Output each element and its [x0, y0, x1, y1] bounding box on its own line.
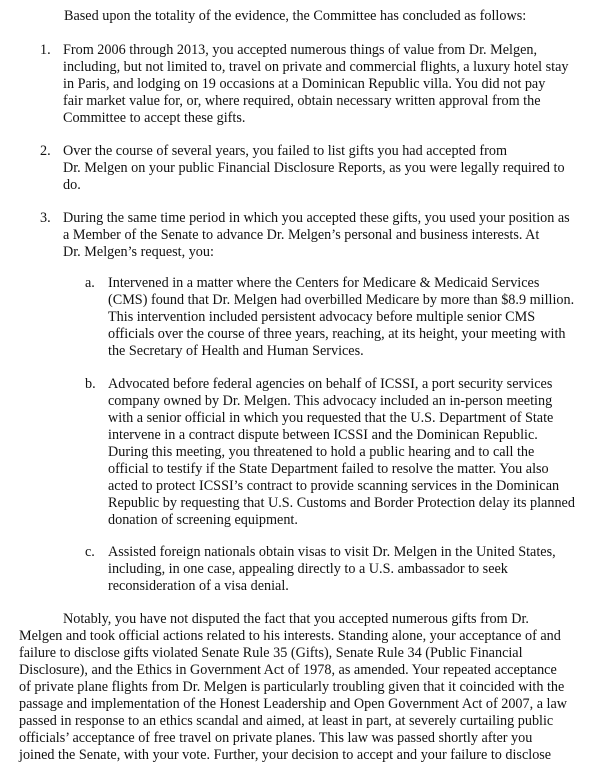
paragraph-line: passage and implementation of the Honest Leadership and Open Government Act of 2007, a law: [19, 696, 568, 712]
item-number: 2.: [40, 143, 51, 159]
item-text-line: Over the course of several years, you failed to list gifts you had accepted from: [63, 143, 507, 159]
paragraph-line: Disclosure), and the Ethics in Government Act of 1978, as amended. Your repeated acceptance: [19, 662, 557, 678]
sub-item-text-line: During this meeting, you threatened to hold a public hearing and to call the: [108, 444, 535, 460]
sub-item-text-line: Intervened in a matter where the Centers for Medicare & Medicaid Services: [108, 275, 540, 291]
sub-item-text-line: including, in one case, appealing directly to a U.S. ambassador to seek: [108, 561, 508, 577]
sub-item-text-line: (CMS) found that Dr. Melgen had overbilled Medicare by more than $8.9 million.: [108, 292, 575, 308]
sub-item-text-line: officials over the course of three years, reaching, at its height, your meeting with: [108, 326, 566, 342]
sub-item-text-line: official to testify if the State Department failed to resolve the matter. You also: [108, 461, 549, 477]
item-text-line: in Paris, and lodging on 19 occasions at a Dominican Republic villa. You did not pay: [63, 76, 546, 92]
paragraph-line: of private plane flights from Dr. Melgen is particularly troubling given that it coincided with the: [19, 679, 565, 695]
sub-item-letter: c.: [85, 544, 95, 560]
paragraph-line: Notably, you have not disputed the fact that you accepted numerous gifts from Dr.: [63, 611, 529, 627]
sub-item-text-line: with a senior official in which you requested that the U.S. Department of State: [108, 410, 554, 426]
item-text-line: From 2006 through 2013, you accepted numerous things of value from Dr. Melgen,: [63, 42, 538, 58]
sub-item-text-line: acted to protect ICSSI’s contract to provide scanning services in the Dominican: [108, 478, 560, 494]
sub-item-text-line: Republic by requesting that U.S. Customs and Border Protection delay its planned: [108, 495, 575, 511]
sub-item-text-line: reconsideration of a visa denial.: [108, 578, 289, 594]
paragraph-line: passed in response to an ethics scandal and aimed, at least in part, at severely curtailing public: [19, 713, 554, 729]
paragraph-line: joined the Senate, with your vote. Further, your decision to accept and your failure to disclose: [19, 747, 552, 763]
item-text-line: fair market value for, or, where required, obtain necessary written approval from the: [63, 93, 541, 109]
item-text-line: do.: [63, 177, 81, 193]
paragraph-line: failure to disclose gifts violated Senate Rule 35 (Gifts), Senate Rule 34 (Public Financial: [19, 645, 523, 661]
paragraph-line: officials’ acceptance of free travel on private planes. This law was passed shortly after you: [19, 730, 533, 746]
sub-item-text-line: the Secretary of Health and Human Services.: [108, 343, 364, 359]
item-text-line: Committee to accept these gifts.: [63, 110, 246, 126]
sub-item-text-line: company owned by Dr. Melgen. This advocacy included an in-person meeting: [108, 393, 553, 409]
item-text-line: Dr. Melgen on your public Financial Disclosure Reports, as you were legally required to: [63, 160, 565, 176]
sub-item-text-line: intervene in a contract dispute between ICSSI and the Dominican Republic.: [108, 427, 538, 443]
intro-paragraph: Based upon the totality of the evidence, the Committee has concluded as follows:: [64, 8, 527, 24]
sub-item-text-line: This intervention included persistent advocacy before multiple senior CMS: [108, 309, 536, 325]
item-text-line: a Member of the Senate to advance Dr. Melgen’s personal and business interests. At: [63, 227, 540, 243]
item-number: 1.: [40, 42, 51, 58]
paragraph-line: Melgen and took official actions related to his interests. Standing alone, your acceptance of and: [19, 628, 561, 644]
sub-item-text-line: donation of screening equipment.: [108, 512, 298, 528]
item-text-line: Dr. Melgen’s request, you:: [63, 244, 214, 260]
sub-item-letter: b.: [85, 376, 96, 392]
item-text-line: During the same time period in which you accepted these gifts, you used your position as: [63, 210, 570, 226]
item-number: 3.: [40, 210, 51, 226]
sub-item-text-line: Advocated before federal agencies on behalf of ICSSI, a port security services: [108, 376, 553, 392]
sub-item-letter: a.: [85, 275, 95, 291]
item-text-line: including, but not limited to, travel on private and commercial flights, a luxury hotel stay: [63, 59, 569, 75]
sub-item-text-line: Assisted foreign nationals obtain visas to visit Dr. Melgen in the United States,: [108, 544, 556, 560]
